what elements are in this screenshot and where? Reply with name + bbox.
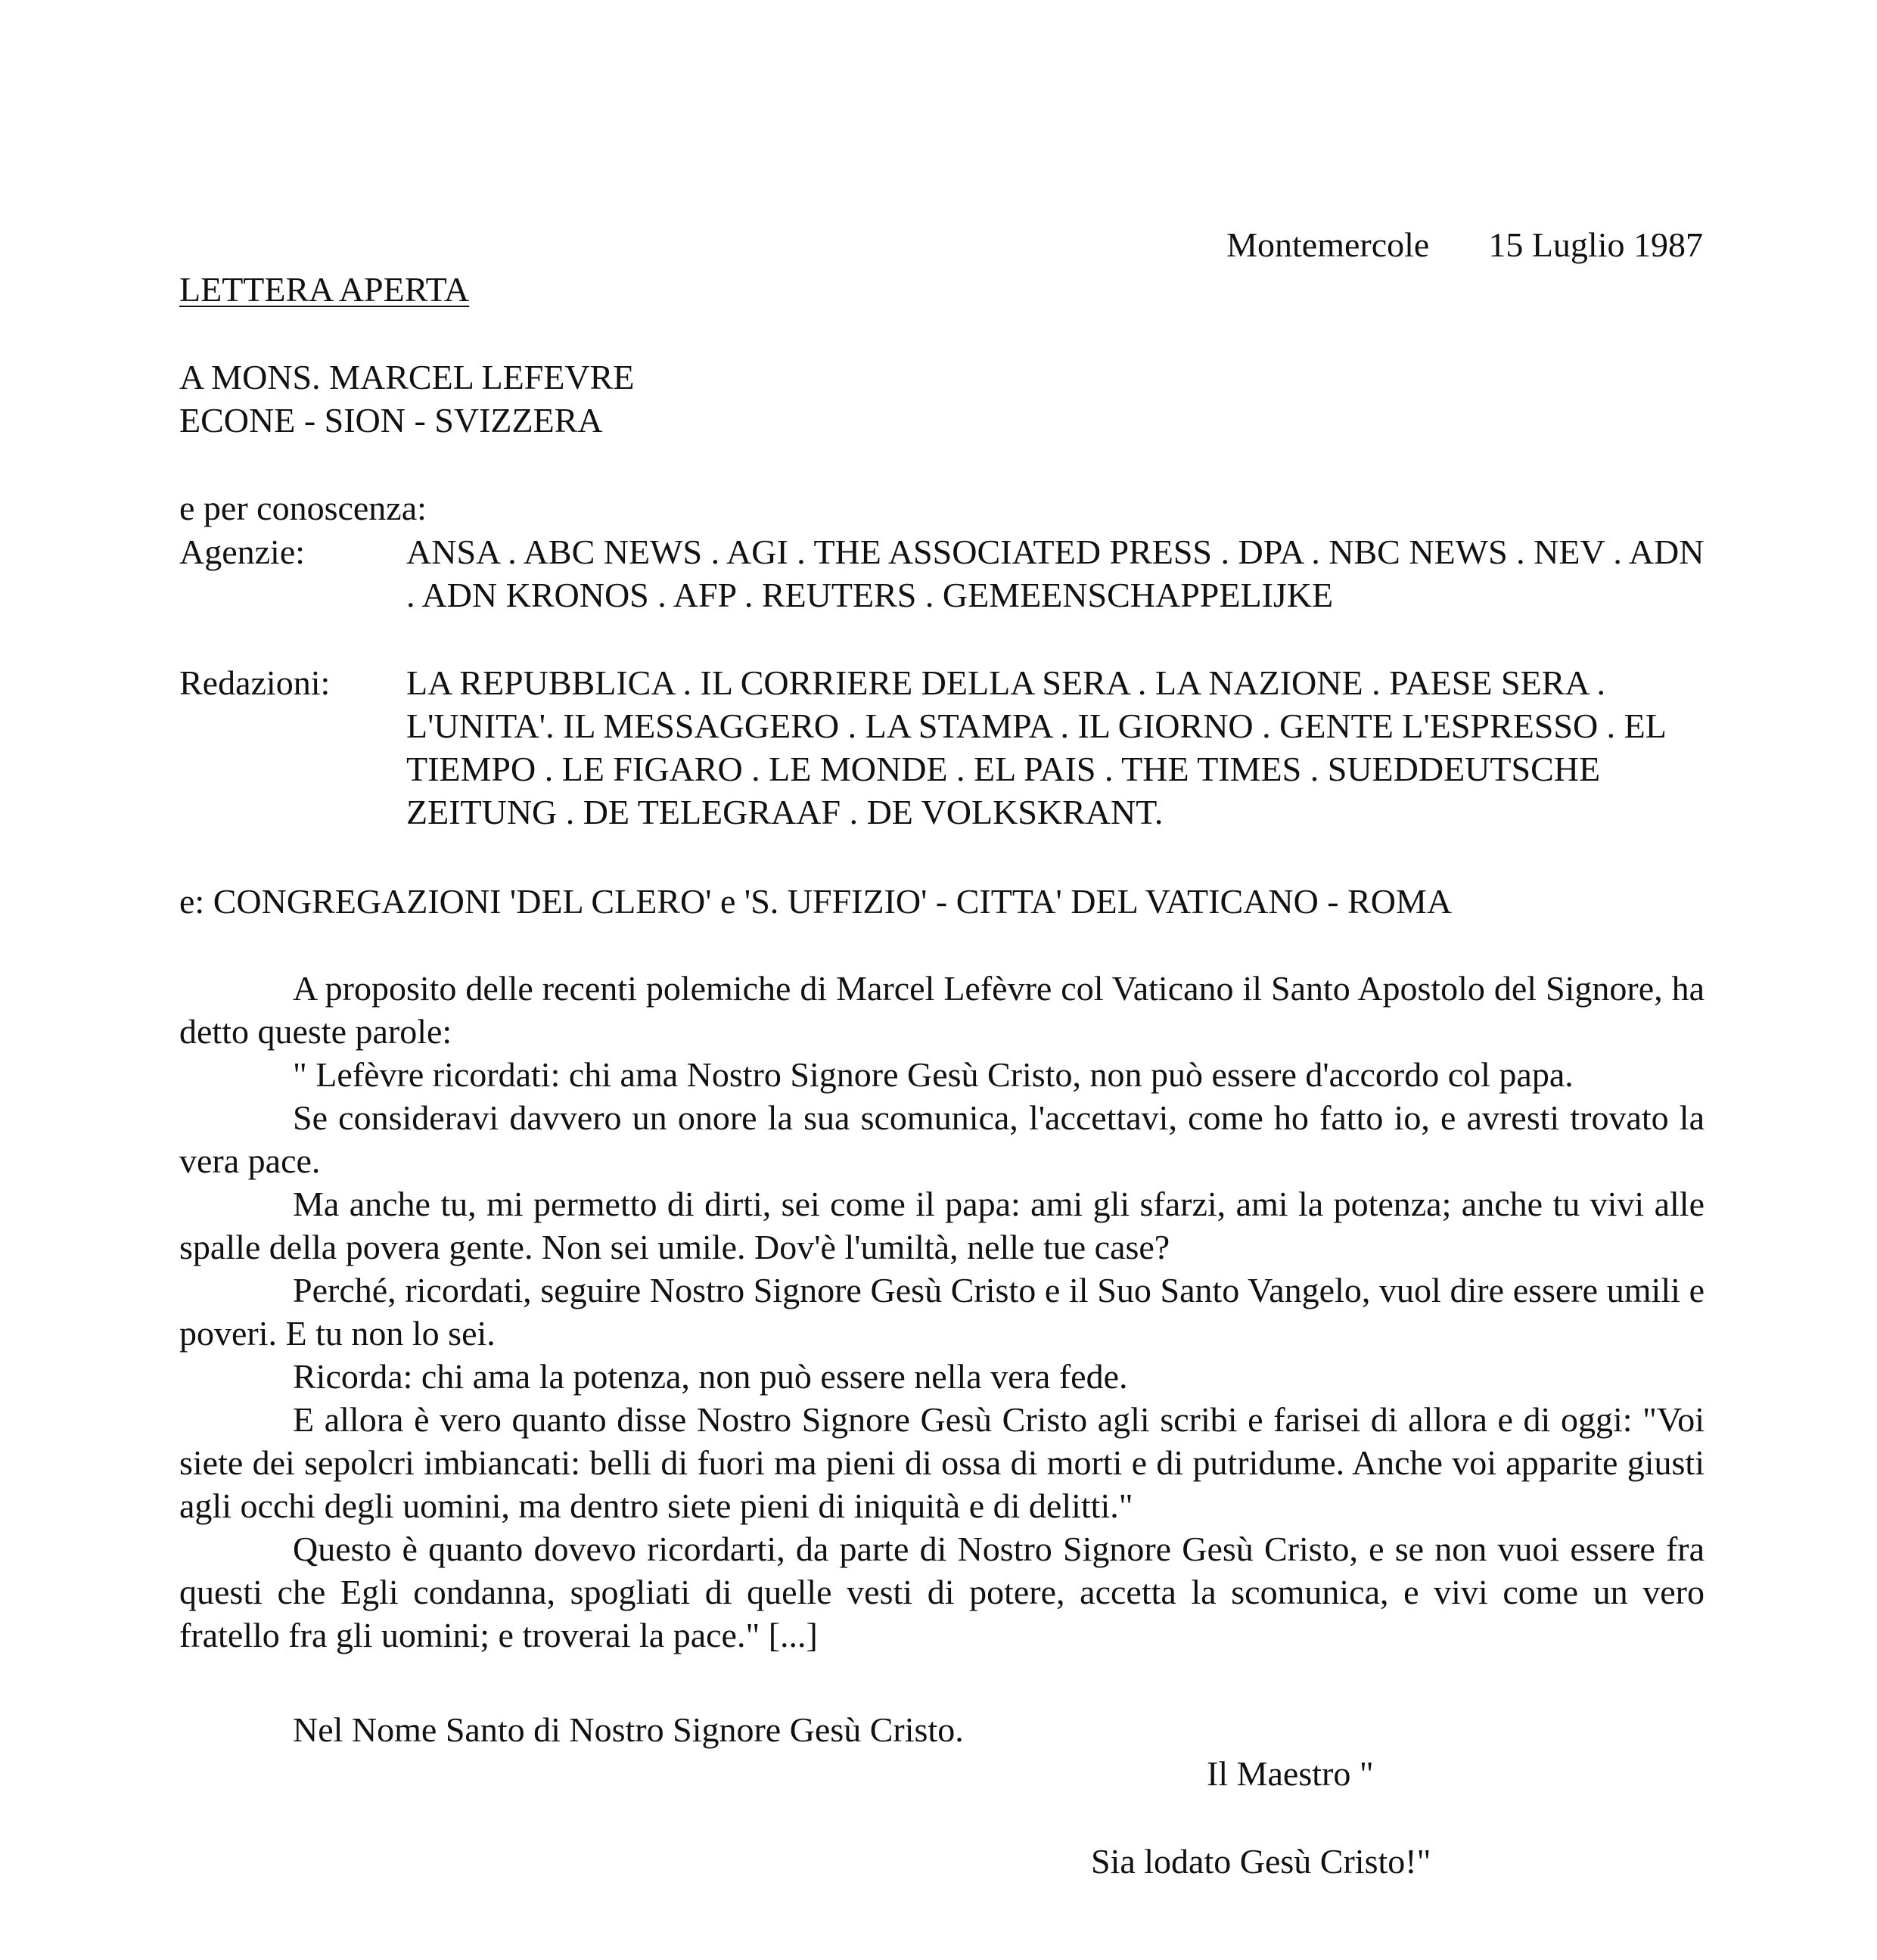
body-paragraph: Se consideravi davvero un onore la sua scomunica, l'accettavi, come ho fatto io, e avresti trovato la vera pace. [179,1098,1705,1180]
place-date-line [1226,223,1703,266]
signature: Il Maestro " [1207,1754,1374,1793]
body-paragraph: Questo è quanto dovevo ricordarti, da parte di Nostro Signore Gesù Cristo, e se non vuoi essere fra questi che Egli condanna, spogliati di quelle vesti di potere, accetta la scomunica, e vivi come un vero fratello fra gli uomini; e troverai la pace." [...] [179,1530,1705,1654]
newsrooms-label: Redazioni: [179,663,331,702]
final-salutation: Sia lodato Gesù Cristo!" [1091,1842,1431,1881]
recipient-address: ECONE - SION - SVIZZERA [179,401,603,440]
date: 15 Luglio 1987 [1488,225,1703,264]
body-paragraph: Perché, ricordati, seguire Nostro Signore Gesù Cristo e il Suo Santo Vangelo, vuol dire essere umili e poveri. E tu non lo sei. [179,1271,1705,1353]
newsrooms-list: LA REPUBBLICA . IL CORRIERE DELLA SERA . LA NAZIONE . PAESE SERA . L'UNITA'. IL MESSAGGERO . LA STAMPA . IL GIORNO . GENTE L'ESPRESSO . EL TIEMPO . LE FIGARO . LE MONDE . EL PAIS . THE TIMES . SUEDDEUTSCHE ZEITUNG . DE TELEGRAAF . DE VOLKSKRANT. [406,663,1666,831]
agencies-list: ANSA . ABC NEWS . AGI . THE ASSOCIATED PRESS . DPA . NBC NEWS . NEV . ADN . ADN KRONOS . AFP . REUTERS . GEMEENSCHAPPELIJKE [406,533,1705,614]
recipient-name: A MONS. MARCEL LEFEVRE [179,358,635,396]
body-paragraph: E allora è vero quanto disse Nostro Signore Gesù Cristo agli scribi e farisei di allora e di oggi: "Voi siete dei sepolcri imbiancati: belli di fuori ma pieni di ossa di morti e di putridume. Anche voi apparite giusti agli occhi degli uomini, ma dentro siete pieni di iniquità e di delitti." [179,1400,1705,1525]
cc-intro: e per conoscenza: [179,489,427,527]
body-paragraph: " Lefèvre ricordati: chi ama Nostro Signore Gesù Cristo, non può essere d'accordo col papa. [293,1055,1574,1094]
document-title: LETTERA APERTA [179,270,470,309]
agencies-label: Agenzie: [179,533,306,571]
body-paragraph: A proposito delle recenti polemiche di Marcel Lefèvre col Vaticano il Santo Apostolo del Signore, ha detto queste parole: [179,969,1705,1051]
place: Montemercole [1226,225,1430,264]
letter-body [179,967,1705,1657]
body-paragraph: Ma anche tu, mi permetto di dirti, sei come il papa: ami gli sfarzi, ami la potenza; anche tu vivi alle spalle della povera gente. Non sei umile. Dov'è l'umiltà, nelle tue case? [179,1185,1705,1266]
congregations-line: e: CONGREGAZIONI 'DEL CLERO' e 'S. UFFIZIO' - CITTA' DEL VATICANO - ROMA [179,882,1453,921]
body-paragraph: Ricorda: chi ama la potenza, non può essere nella vera fede. [293,1357,1128,1396]
closing-line: Nel Nome Santo di Nostro Signore Gesù Cristo. [293,1710,964,1749]
